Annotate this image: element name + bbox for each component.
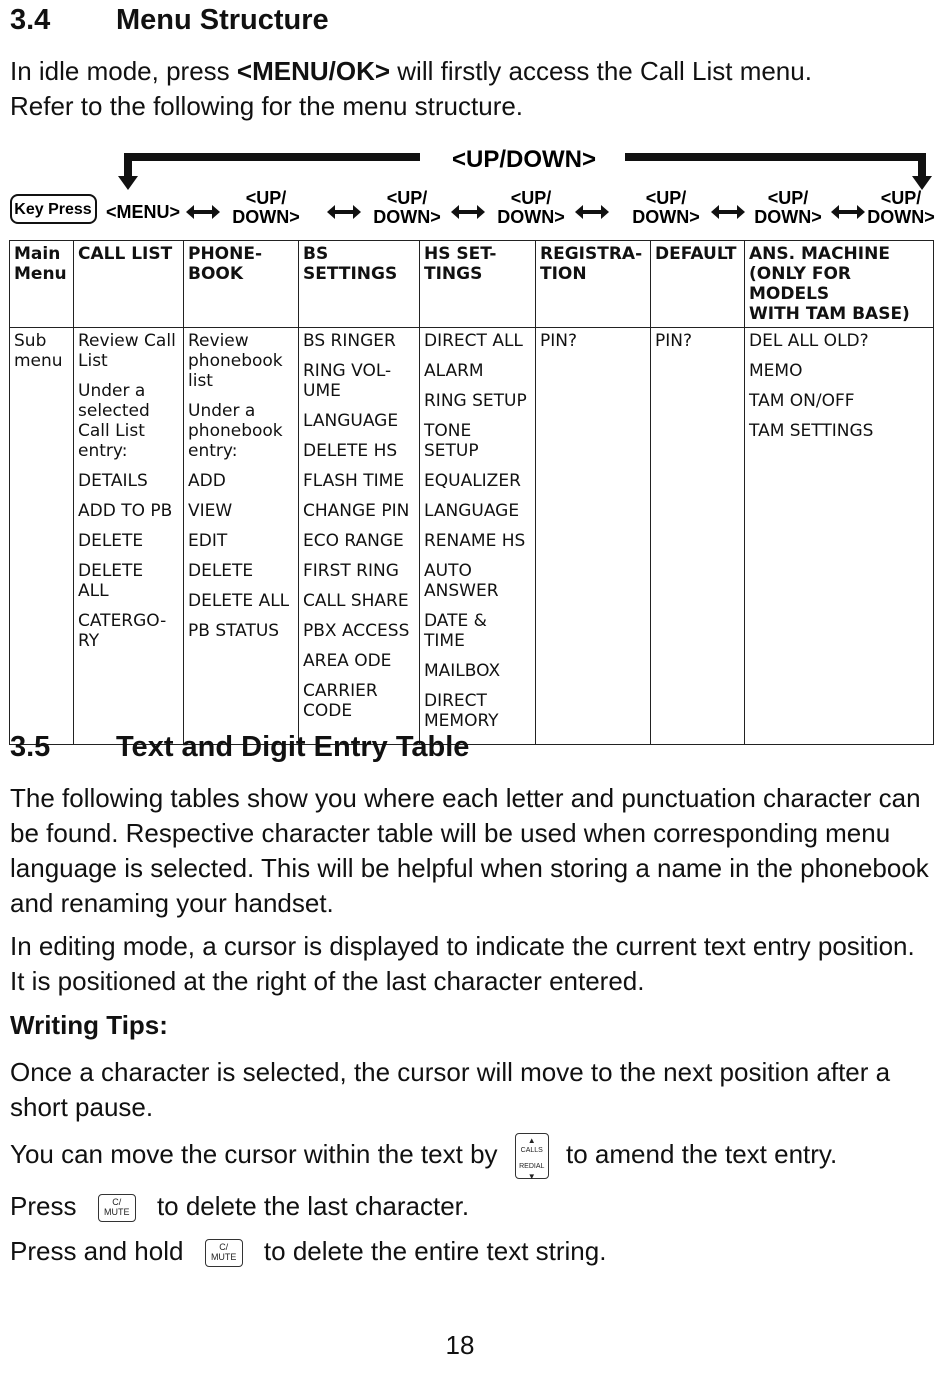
- section-3-4-heading: [10, 4, 329, 37]
- submenu-item: LANGUAGE: [303, 411, 399, 431]
- registration-submenu: [536, 328, 651, 745]
- menu-ok-key-text: <MENU/OK>: [236, 56, 391, 86]
- default-submenu: [651, 328, 745, 745]
- table-submenu-row: [10, 328, 934, 745]
- menu-navigation-diagram: [0, 140, 950, 235]
- submenu-item: ADD TO PB: [78, 501, 173, 521]
- nav-label-line1: <UP/: [645, 188, 687, 208]
- submenu-item: DIRECT MEMORY: [424, 691, 499, 731]
- text: to delete the entire text string.: [263, 1236, 607, 1266]
- sub-menu-label: Sub menu: [10, 328, 74, 745]
- submenu-item: LANGUAGE: [424, 501, 520, 521]
- submenu-item: DATE & TIME: [424, 611, 487, 651]
- submenu-item: PIN?: [540, 331, 578, 351]
- paragraph-move-cursor: [10, 1129, 930, 1182]
- menu-key-label: <MENU>: [105, 202, 181, 222]
- header-registration: REGISTRA- TION: [536, 241, 651, 328]
- nav-label-line2: DOWN>: [232, 207, 300, 227]
- submenu-item: PB STATUS: [188, 621, 280, 641]
- intro-text-3: Refer to the following for the menu structure.: [10, 91, 524, 121]
- section-3-5-heading: [10, 731, 469, 764]
- nav-label-line1: <UP/: [510, 188, 552, 208]
- submenu-item: CATERGO-RY: [78, 611, 167, 651]
- header-ans-machine: ANS. MACHINE (ONLY FOR MODELS WITH TAM BASE): [745, 241, 934, 328]
- nav-label-line1: <UP/: [245, 188, 287, 208]
- submenu-item: RING VOL-UME: [303, 361, 392, 401]
- nav-label-line1: <UP/: [767, 188, 809, 208]
- paragraph-delete-last: [10, 1186, 930, 1226]
- text: to amend the text entry.: [566, 1139, 838, 1169]
- submenu-item: Under a selected Call List entry:: [78, 381, 150, 461]
- submenu-item: MAILBOX: [424, 661, 501, 681]
- mute-key-icon: C/ MUTE: [98, 1194, 136, 1222]
- text: Press and hold: [10, 1236, 184, 1266]
- submenu-item: PIN?: [655, 331, 693, 351]
- submenu-item: BS RINGER: [303, 331, 396, 351]
- submenu-item: AREA ODE: [303, 651, 392, 671]
- section-title: Text and Digit Entry Table: [116, 731, 470, 763]
- bs-settings-submenu: [299, 328, 420, 745]
- submenu-item: Review Call List: [78, 331, 176, 371]
- submenu-item: EQUALIZER: [424, 471, 521, 491]
- nav-label-line2: DOWN>: [497, 207, 565, 227]
- calls-redial-key-icon: ▲ CALLS REDIAL ▼: [515, 1133, 549, 1179]
- submenu-item: DEL ALL OLD?: [749, 331, 869, 351]
- header-bs-settings: BS SETTINGS: [299, 241, 420, 328]
- submenu-item: CALL SHARE: [303, 591, 409, 611]
- submenu-item: Under a phonebook entry:: [188, 401, 283, 461]
- submenu-item: DELETE ALL: [188, 591, 290, 611]
- double-arrow-icon: [186, 205, 220, 219]
- writing-tips-heading: Writing Tips:: [10, 1010, 168, 1040]
- nav-label-line2: DOWN>: [632, 207, 700, 227]
- double-arrow-icon: [831, 205, 865, 219]
- hs-settings-submenu: [420, 328, 536, 745]
- phonebook-submenu: [184, 328, 299, 745]
- paragraph-editing-mode: In editing mode, a cursor is displayed to indicate the current text entry position. It is positioned at the right of the last character entered.: [10, 931, 915, 996]
- submenu-item: ECO RANGE: [303, 531, 404, 551]
- nav-label-line2: DOWN>: [867, 207, 935, 227]
- nav-label-line2: DOWN>: [754, 207, 822, 227]
- header-hs-settings: HS SET- TINGS: [420, 241, 536, 328]
- double-arrow-icon: [575, 205, 609, 219]
- nav-label-line1: <UP/: [386, 188, 428, 208]
- submenu-item: CARRIER CODE: [303, 681, 378, 721]
- submenu-item: RING SETUP: [424, 391, 527, 411]
- table-header-row: [10, 241, 934, 328]
- submenu-item: ALARM: [424, 361, 484, 381]
- header-default: DEFAULT: [651, 241, 745, 328]
- submenu-item: DELETE: [188, 561, 254, 581]
- submenu-item: DETAILS: [78, 471, 148, 491]
- submenu-item: AUTO ANSWER: [424, 561, 499, 601]
- nav-label-line1: <UP/: [880, 188, 922, 208]
- section-number: 3.4: [10, 4, 51, 36]
- section-title: Menu Structure: [116, 4, 329, 36]
- menu-structure-table: [9, 240, 934, 745]
- mute-key-icon: C/ MUTE: [205, 1239, 243, 1267]
- submenu-item: PBX ACCESS: [303, 621, 410, 641]
- double-arrow-icon: [327, 205, 361, 219]
- header-phonebook: PHONE- BOOK: [184, 241, 299, 328]
- submenu-item: FIRST RING: [303, 561, 399, 581]
- paragraph-character-tables: The following tables show you where each letter and punctuation character can be found. Respective character table will be used when corresponding menu language is selected. This will be helpful when storing a name in the phonebook and renaming your handset.: [10, 783, 929, 918]
- paragraph-cursor-pause: Once a character is selected, the cursor will move to the next position after a short pause.: [10, 1057, 891, 1122]
- call-list-submenu: [74, 328, 184, 745]
- submenu-item: TONE SETUP: [424, 421, 479, 461]
- submenu-item: DELETE ALL: [78, 561, 144, 601]
- submenu-item: ADD: [188, 471, 226, 491]
- header-main-menu: Main Menu: [10, 241, 74, 328]
- intro-paragraph: [10, 54, 930, 124]
- key-press-label: Key Press: [14, 201, 92, 218]
- submenu-item: DIRECT ALL: [424, 331, 523, 351]
- paragraph-delete-all: [10, 1231, 930, 1271]
- up-down-labels: [232, 188, 935, 227]
- text: Press: [10, 1191, 77, 1221]
- submenu-item: DELETE HS: [303, 441, 398, 461]
- section-number: 3.5: [10, 731, 51, 763]
- nav-label-line2: DOWN>: [373, 207, 441, 227]
- submenu-item: TAM SETTINGS: [749, 421, 874, 441]
- ans-machine-submenu: [745, 328, 934, 745]
- text: You can move the cursor within the text by: [10, 1139, 498, 1169]
- header-call-list: CALL LIST: [74, 241, 184, 328]
- text: to delete the last character.: [156, 1191, 470, 1221]
- submenu-item: TAM ON/OFF: [749, 391, 855, 411]
- submenu-item: DELETE: [78, 531, 144, 551]
- submenu-item: FLASH TIME: [303, 471, 405, 491]
- submenu-item: MEMO: [749, 361, 803, 381]
- submenu-item: RENAME HS: [424, 531, 526, 551]
- top-up-down-label: <UP/DOWN>: [451, 146, 597, 173]
- intro-text-2: will firstly access the Call List menu.: [390, 56, 812, 86]
- submenu-item: VIEW: [188, 501, 233, 521]
- double-arrow-icon: [711, 205, 745, 219]
- page-number: 18: [445, 1330, 475, 1360]
- submenu-item: EDIT: [188, 531, 228, 551]
- submenu-item: CHANGE PIN: [303, 501, 410, 521]
- double-arrow-icon: [451, 205, 485, 219]
- submenu-item: Review phonebook list: [188, 331, 283, 391]
- intro-text: In idle mode, press: [10, 56, 237, 86]
